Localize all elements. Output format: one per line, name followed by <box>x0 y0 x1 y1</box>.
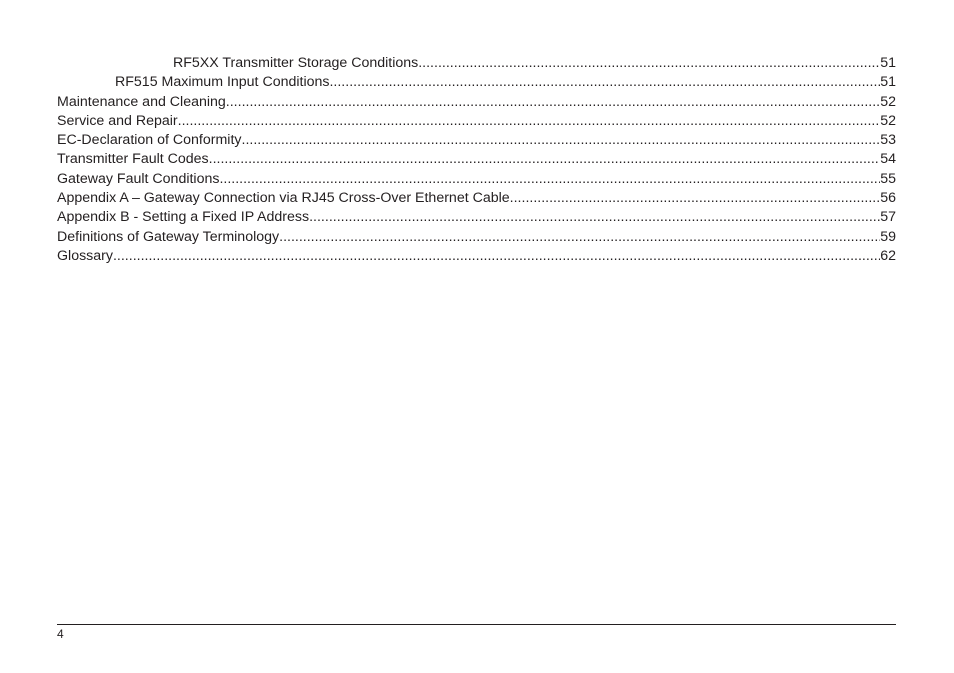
toc-entry-title: Glossary <box>57 247 113 264</box>
toc-dot-leader <box>113 247 880 266</box>
page-number: 4 <box>57 627 64 641</box>
footer-divider <box>57 624 896 625</box>
toc-entry[interactable] <box>57 170 896 189</box>
toc-entry-page: 59 <box>880 228 896 245</box>
toc-entry[interactable] <box>57 150 896 169</box>
toc-entry-page: 51 <box>880 55 896 71</box>
toc-entry-page: 55 <box>880 170 896 187</box>
toc-entry-title: Definitions of Gateway Terminology <box>57 228 280 245</box>
toc-entry-title: Appendix A – Gateway Connection via RJ45 Cross-Over Ethernet Cable <box>57 190 510 207</box>
toc-dot-leader <box>279 228 880 247</box>
toc-dot-leader <box>219 170 880 189</box>
toc-entry-title: EC-Declaration of Conformity <box>57 132 242 149</box>
toc-entry-title: Maintenance and Cleaning <box>57 93 226 110</box>
toc-entry-title: Service and Repair <box>57 112 178 129</box>
toc-entry[interactable] <box>57 131 896 150</box>
toc-entry[interactable] <box>57 208 896 227</box>
toc-entry[interactable] <box>57 112 896 131</box>
toc-entry-title: RF5XX Transmitter Storage Conditions <box>173 55 419 71</box>
toc-entry-page: 54 <box>880 151 896 168</box>
table-of-contents <box>57 54 896 266</box>
toc-dot-leader <box>418 54 880 73</box>
toc-entry[interactable] <box>57 93 896 112</box>
toc-dot-leader <box>178 112 881 131</box>
toc-entry[interactable] <box>57 189 896 208</box>
toc-entry-page: 53 <box>880 132 896 149</box>
toc-entry-title: RF515 Maximum Input Conditions <box>115 74 330 91</box>
toc-entry[interactable] <box>57 228 896 247</box>
toc-dot-leader <box>309 208 880 227</box>
toc-dot-leader <box>226 93 880 112</box>
toc-entry-page: 62 <box>880 247 896 264</box>
toc-entry-title: Gateway Fault Conditions <box>57 170 220 187</box>
toc-dot-leader <box>242 131 881 150</box>
toc-entry[interactable] <box>57 247 896 266</box>
toc-entry-page: 57 <box>880 209 896 226</box>
toc-entry[interactable] <box>57 54 896 73</box>
toc-entry-page: 56 <box>880 190 896 207</box>
toc-dot-leader <box>209 150 881 169</box>
toc-entry-title: Transmitter Fault Codes <box>57 151 209 168</box>
toc-entry-page: 52 <box>880 93 896 110</box>
toc-entry-page: 51 <box>880 74 896 91</box>
toc-entry-page: 52 <box>880 112 896 129</box>
toc-entry-title: Appendix B - Setting a Fixed IP Address <box>57 209 310 226</box>
toc-entry[interactable] <box>57 73 896 92</box>
toc-dot-leader <box>329 73 880 92</box>
toc-dot-leader <box>510 189 881 208</box>
